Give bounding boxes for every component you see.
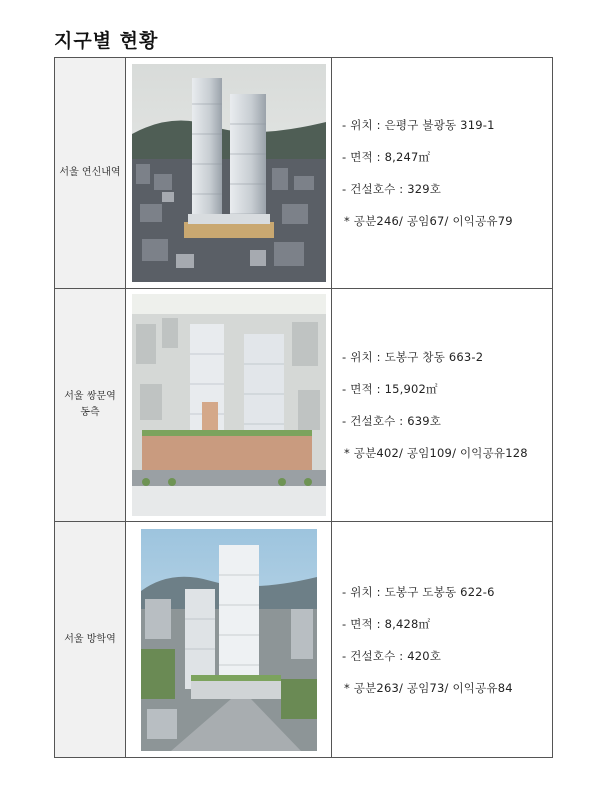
site-unit-breakdown: * 공분246/ 공임67/ 이익공유79	[344, 214, 513, 228]
site-units: - 건설호수 : 420호	[342, 648, 442, 663]
site-info	[332, 289, 553, 522]
site-rendering-image	[132, 64, 326, 282]
rendering-image-cell	[126, 522, 332, 758]
site-rendering-image	[141, 529, 317, 751]
district-status-table	[54, 57, 553, 758]
site-name-label: 서울 쌍문역 동측	[64, 391, 116, 418]
site-area: - 면적 : 8,428㎡	[342, 616, 431, 631]
table-row	[55, 58, 553, 289]
site-info	[332, 522, 553, 758]
rendering-image-cell	[126, 58, 332, 289]
site-location: - 위치 : 은평구 불광동 319-1	[342, 118, 495, 132]
site-unit-breakdown: * 공분402/ 공임109/ 이익공유128	[344, 446, 528, 460]
rendering-image-cell	[126, 289, 332, 522]
site-name-label: 서울 연신내역	[59, 167, 121, 178]
site-rendering-image	[132, 294, 326, 516]
site-location: - 위치 : 도봉구 창동 663-2	[342, 350, 484, 364]
site-name	[55, 289, 126, 522]
table-row	[55, 289, 553, 522]
site-location: - 위치 : 도봉구 도봉동 622-6	[342, 584, 495, 599]
site-units: - 건설호수 : 329호	[342, 182, 442, 196]
page-title: 지구별 현황	[54, 30, 159, 52]
site-name	[55, 58, 126, 289]
table-row	[55, 522, 553, 758]
site-area: - 면적 : 8,247㎡	[342, 150, 431, 164]
site-info	[332, 58, 553, 289]
site-unit-breakdown: * 공분263/ 공임73/ 이익공유84	[344, 680, 513, 695]
site-area: - 면적 : 15,902㎡	[342, 382, 438, 396]
site-name-label: 서울 방학역	[64, 633, 116, 645]
site-name	[55, 522, 126, 758]
site-units: - 건설호수 : 639호	[342, 414, 442, 428]
